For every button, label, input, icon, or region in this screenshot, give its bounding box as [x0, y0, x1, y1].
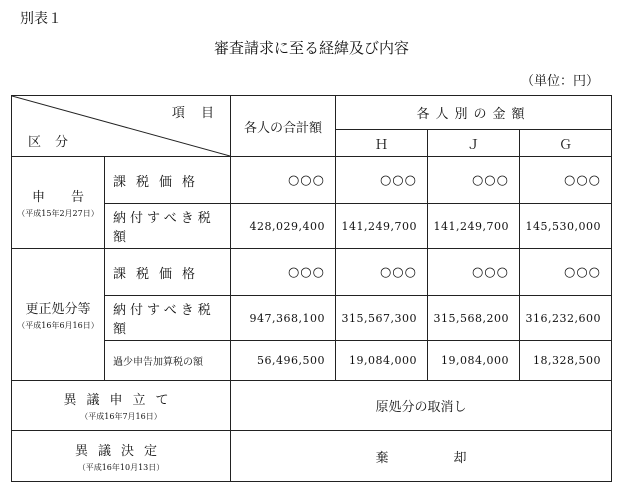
value-cell: 316,232,600 [520, 296, 612, 341]
total-header: 各人の合計額 [231, 96, 336, 157]
header-corner-cell [12, 96, 231, 157]
value-cell: ○○○ [428, 249, 520, 296]
value-cell: 315,568,200 [428, 296, 520, 341]
document-label: 別表１ [20, 11, 62, 27]
row-label: 課税価格 [105, 249, 231, 296]
decision-label [12, 431, 231, 482]
value-cell: ○○○ [336, 157, 428, 204]
group-title: 申 告 [31, 190, 84, 205]
total-cell: ○○○ [231, 157, 336, 204]
value-cell: 145,530,000 [520, 204, 612, 249]
decision-date: （平成16年10月13日） [77, 462, 165, 472]
total-cell: 947,368,100 [231, 296, 336, 341]
value-cell: 19,084,000 [336, 341, 428, 381]
unit-note: （単位：円） [520, 74, 599, 89]
value-cell: ○○○ [428, 157, 520, 204]
person-header-h: Ｈ [336, 130, 428, 157]
group-label-correction [12, 249, 105, 381]
row-label: 課税価格 [105, 157, 231, 204]
value-cell: ○○○ [336, 249, 428, 296]
value-cell: 19,084,000 [428, 341, 520, 381]
group-title: 更正処分等 [25, 302, 91, 317]
person-header-g: Ｇ [520, 130, 612, 157]
tax-history-table [11, 95, 612, 482]
objection-title: 異議申立て [63, 393, 179, 408]
corner-category-label: 区分 [28, 135, 83, 150]
value-cell: ○○○ [520, 249, 612, 296]
decision-title: 異議決定 [74, 443, 167, 459]
group-date: （平成16年6月16日） [17, 321, 99, 330]
total-cell: ○○○ [231, 249, 336, 296]
document-title: 審査請求に至る経緯及び内容 [213, 39, 409, 57]
value-cell: ○○○ [520, 157, 612, 204]
group-label-declaration [12, 157, 105, 249]
value-cell: 315,567,300 [336, 296, 428, 341]
corner-item-label: 項 目 [171, 106, 220, 121]
row-label: 過少申告加算税の額 [105, 341, 231, 381]
objection-date: （平成16年7月16日） [80, 412, 162, 421]
row-label: 納付すべき税額 [105, 296, 231, 341]
total-cell: 428,029,400 [231, 204, 336, 249]
decision-content: 棄 却 [231, 431, 612, 482]
value-cell: 141,249,700 [428, 204, 520, 249]
objection-label [12, 381, 231, 431]
per-person-header: 各人別の金額 [336, 96, 612, 130]
value-cell: 141,249,700 [336, 204, 428, 249]
total-cell: 56,496,500 [231, 341, 336, 381]
objection-content: 原処分の取消し [231, 381, 612, 431]
group-date: （平成15年2月27日） [17, 209, 99, 218]
value-cell: 18,328,500 [520, 341, 612, 381]
person-header-j: Ｊ [428, 130, 520, 157]
row-label: 納付すべき税額 [105, 204, 231, 249]
